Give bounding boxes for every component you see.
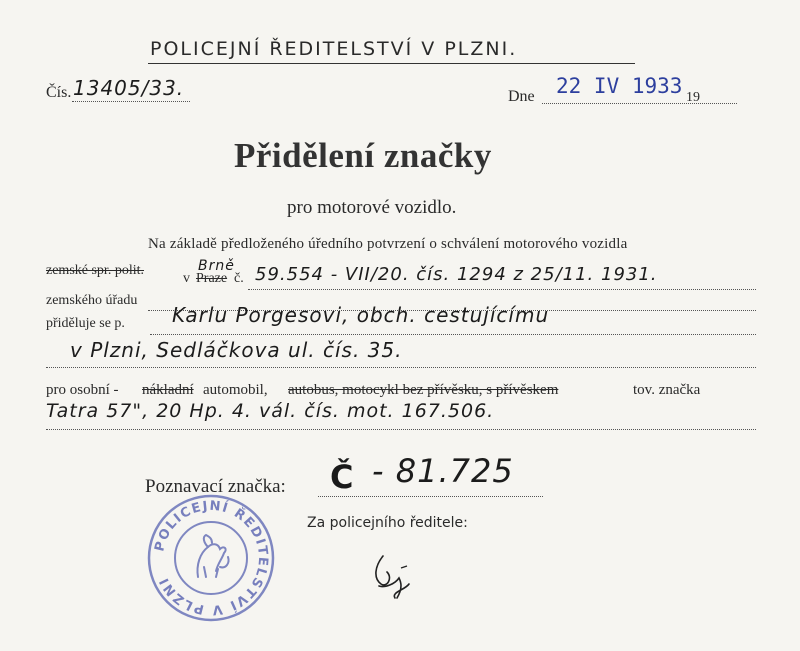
svg-text:POLICEJNÍ ŘEDITELSTVÍ V PLZNI: POLICEJNÍ ŘEDITELSTVÍ V PLZNI	[152, 498, 271, 618]
owner-name-line: Karlu Porgesovi, obch. cestujícímu	[172, 303, 550, 327]
city-printed: Praze	[196, 271, 228, 286]
office-line: zemského úřadu	[46, 293, 138, 308]
body-intro: Na základě předloženého úředního potvrzení o schválení motorového vozidla	[148, 236, 628, 252]
reference-number: 13405/33.	[73, 76, 185, 100]
owner-dotted-line-2	[46, 367, 756, 368]
decision-dotted-line	[248, 289, 756, 290]
decision-number: 59.554 - VII/20. čís. 1294 z 25/11. 1931.	[255, 264, 658, 285]
plate-number: - 81.725	[372, 452, 514, 490]
date-stamp: 22 IV 1933	[556, 74, 683, 98]
plate-label: Poznavací značka:	[145, 476, 286, 497]
city-handwritten: Brně	[198, 258, 235, 274]
reference-dotted-line	[72, 101, 190, 102]
owner-address-line: v Plzni, Sedláčkova ul. čís. 35.	[70, 338, 403, 362]
vehicle-prefix: pro osobní -	[46, 382, 119, 398]
vehicle-dotted-line	[46, 429, 756, 430]
signature-caption: Za policejního ředitele:	[307, 515, 468, 531]
authority-underline	[148, 63, 635, 64]
authority-heading: POLICEJNÍ ŘEDITELSTVÍ V PLZNI.	[150, 38, 518, 60]
v-label: v	[183, 271, 190, 286]
plate-dotted-line	[318, 496, 543, 497]
owner-dotted-line-1	[150, 334, 756, 335]
seal-graphic	[146, 493, 276, 623]
date-century: 19	[686, 90, 700, 105]
signature-image	[365, 548, 425, 608]
plate-letter-stamp: Č	[330, 458, 354, 496]
date-dotted-line	[542, 103, 737, 104]
official-seal	[146, 493, 276, 623]
struck-office-text: zemské spr. polit.	[46, 263, 144, 278]
vehicle-struck-options: autobus, motocykl bez přívěsku, s přívěskem	[288, 382, 559, 398]
brand-label: tov. značka	[633, 382, 701, 398]
document-subtitle: pro motorové vozidlo.	[287, 197, 457, 218]
document-title: Přidělení značky	[234, 136, 492, 175]
date-label: Dne	[508, 88, 535, 105]
reference-label: Čís.	[46, 84, 72, 101]
vehicle-type: automobil,	[203, 382, 268, 398]
vehicle-struck-cargo: nákladní	[142, 382, 194, 398]
c-label: č.	[234, 271, 244, 286]
assign-label: přiděluje se p.	[46, 316, 125, 331]
vehicle-details: Tatra 57", 20 Hp. 4. vál. čís. mot. 167.506.	[46, 400, 495, 422]
